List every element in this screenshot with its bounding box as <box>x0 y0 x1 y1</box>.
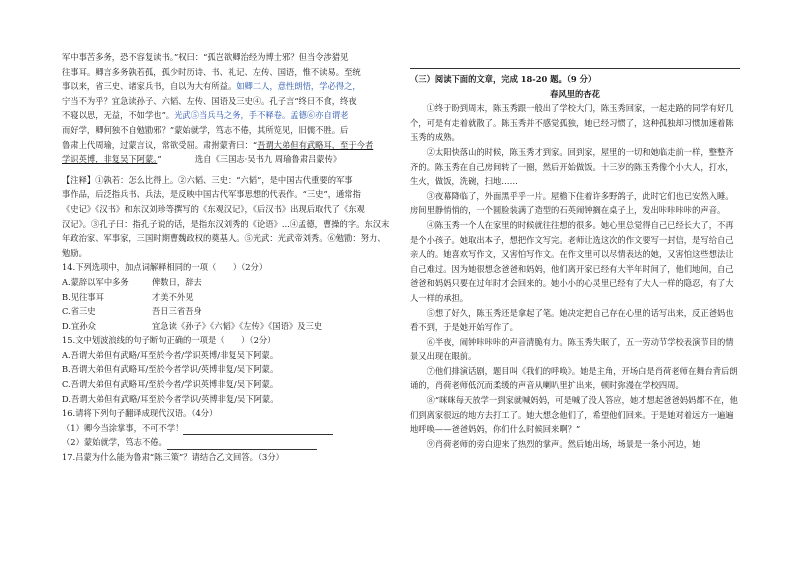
question-14: 14.下列选项中，加点词解释相同的一项（ ）（2分） <box>62 262 268 273</box>
section-heading: （三）阅读下面的文章，完成 18-20 题。（9 分） <box>410 74 597 84</box>
paragraph: ⑤想了好久，陈玉秀还是拿起了笔。她决定把自己存在心里的话写出来，反正爸妈也看不到，于是她开始写作了。 <box>410 307 734 333</box>
article-title: 春风里的杏花 <box>550 88 600 99</box>
option-row[interactable]: B.吾谓大弟但有武略耳/至於今者学识/英博非复/吴下阿蒙。 <box>62 364 279 375</box>
paragraph: ⑥半夜，闹钟咔咔咔的声音清脆有力。陈玉秀失眠了，五一劳动节学校表演节目的情景又出现在眼前。 <box>410 336 734 362</box>
translation-item: （2）蒙始就学，笃志不倦。 <box>62 435 393 450</box>
text-line: 而好学，卿何独不自勉勖邪？”蒙始就学，笃志不倦，其所览见，旧儒不胜。后 <box>62 124 349 135</box>
text-line: 不寝以思，无益，不如学也”。光武⑤当兵马之务，手不释卷。孟德⑥亦自谓老 <box>62 110 349 121</box>
paragraph: ③夜幕降临了，外面黑乎乎一片。屋檐下住着许多野鸽子，此时它们也已安然入睡。房间里静悄悄的，一个圆脸装满了造型的石英闹钟搁在桌子上，发出咔咔咔咔的声音。 <box>410 190 734 216</box>
paragraph: ⑦他们排演话剧，题目叫《我们的呼唤》。她是主角，开场白是肖荷老师在舞台背后朗诵的，肖荷老师低沉而柔缓的声音从喇叭里扩出来，顿时弥漫在学校四周。 <box>410 365 738 391</box>
answer-blank[interactable] <box>183 425 333 435</box>
answer-blank[interactable] <box>167 440 317 450</box>
translation-item: （1）卿今当涂掌事，不可不学！ <box>62 421 393 436</box>
question-15: 15.文中划波浪线的句子断句正确的一项是（ ）（2分） <box>62 335 276 346</box>
note-line: 《史记》《汉书》和东汉刘珍等撰写的《东观汉记》，《后汉书》出现后取代了《东观 <box>62 203 365 214</box>
option-row[interactable]: D.宜孙众 宜急读《孙子》《六韬》《左传》《国语》及三史 <box>62 320 323 331</box>
note-line: 汉记》。③孔子曰：指孔子说的话，是指东汉刘秀的《论语》...④孟德，曹操的字。东汉末年政治家、军事家，三国时期曹魏政权的奠基人。⑤光武：光武帝刘秀。⑥勉勖：努力、勉励。 <box>62 218 390 258</box>
paragraph: ①终于盼到周末，陈玉秀跟一般出了学校大门，陈玉秀回家，一起走路的同学有好几个，可是有走着就散了。陈玉秀并不感觉孤独，她已经习惯了，这种孤独却习惯加速着陈玉秀的成熟。 <box>410 103 734 143</box>
note-line: 【注释】①孰若：怎么比得上。②六韬、三史：“六韬”，是中国古代重要的军事 <box>62 174 353 185</box>
option-row[interactable]: A.蒙辞以军中多务 俾数日，辞去 <box>62 276 202 287</box>
text-line: 学识英博，非复吴下阿蒙。” 选自《三国志·吴书九 周瑜鲁肃吕蒙传》 <box>62 154 342 165</box>
text-line: 宁当不为乎？宜急读孙子、六韬、左传、国语及三史④。孔子言“终日不食，终夜 <box>62 95 357 106</box>
option-row[interactable]: C.省三史 吾日三省吾身 <box>62 306 202 317</box>
paragraph: ⑧“咪咪每天放学一到家就喊妈妈，可是喊了没人答应，她才想起爸爸妈妈都不在，他们到离家很远的地方去打工了。她大想念他们了，希望他们回来。于是她对着远方一遍遍地呼唤——爸爸妈妈，你们什么时候回来啊？” <box>410 395 738 435</box>
left-column <box>62 50 393 465</box>
option-row[interactable]: A.吾谓大弟但有武略/耳至於今者/学识英博/非复吴下阿蒙。 <box>62 349 279 360</box>
text-line: 鲁肃上代周瑜，过蒙言议，常欲受屈。肃拊蒙背曰：“吾谓大弟但有武略耳，至于今者 <box>62 139 374 150</box>
right-column <box>410 72 740 451</box>
paragraph: ④陈玉秀一个人在家里的时候就往往想的很多。她心里总觉得自己已经长大了，不再是个小孩子。她取出本子，想把作文写完。老师让选这次的作文要写一封信，是写给自己亲人的。她喜欢写作文，又害怕写作文。在作文里可以尽情表达的她，又害怕这些想法让自己难过。因为她很想念爸爸和妈妈，他们离开家已经有大半年时间了，他们地间，自己爸爸和妈妈只要在过年时才会回来的。她小小的心灵里已经有了大人一样的隐忍，有了大人一样的承担。 <box>410 219 734 303</box>
paragraph: ⑨肖荷老师的旁白迎来了热烈的掌声。然后她出场，场景是一条小河边，她 <box>426 438 701 449</box>
notes <box>62 173 393 261</box>
section-divider <box>410 68 740 69</box>
note-line: 事作品，后泛指兵书、兵法，是反映中国古代军事思想的代表作。“三史”，通常指 <box>62 189 361 200</box>
text-line: 往事耳。卿言多务孰若孤，孤少时历诗、书、礼记、左传、国语，惟不读易。至统 <box>62 66 361 77</box>
paragraph: ②太阳快落山的时候，陈玉秀才到家。回到家，屋里的一切和她临走前一样，整整齐齐的。陈玉秀在自己房间转了一圈，然后开始做饭。十三岁的陈玉秀像个小大人，打水，生火，做饭，洗碗，扫地…… <box>410 146 734 187</box>
option-row[interactable]: C.吾谓大弟但有武略耳/至於今者/学识英博非复/吴下阿蒙。 <box>62 379 279 390</box>
option-row[interactable]: D.吾谓大弟但有武略/耳至於今者学识/英博非复/吴下阿蒙。 <box>62 393 279 404</box>
question-17: 17.吕蒙为什么能为鲁肃“陈三策”？请结合乙文回答。（3分） <box>62 452 284 463</box>
question-16: 16.请将下列句子翻译成现代汉语。（4分） <box>62 408 218 419</box>
text-line: 军中事苦多务，恐不容复读书。”权曰：“孤岂欲卿治经为博士邪？但当令涉猎见 <box>62 52 349 62</box>
option-row[interactable]: B.见往事耳 才美不外见 <box>62 291 194 302</box>
text-line: 事以来，省三史、诸家兵书，自以为大有所益。如卿二人，意性朗悟，学必得之， <box>62 81 361 92</box>
